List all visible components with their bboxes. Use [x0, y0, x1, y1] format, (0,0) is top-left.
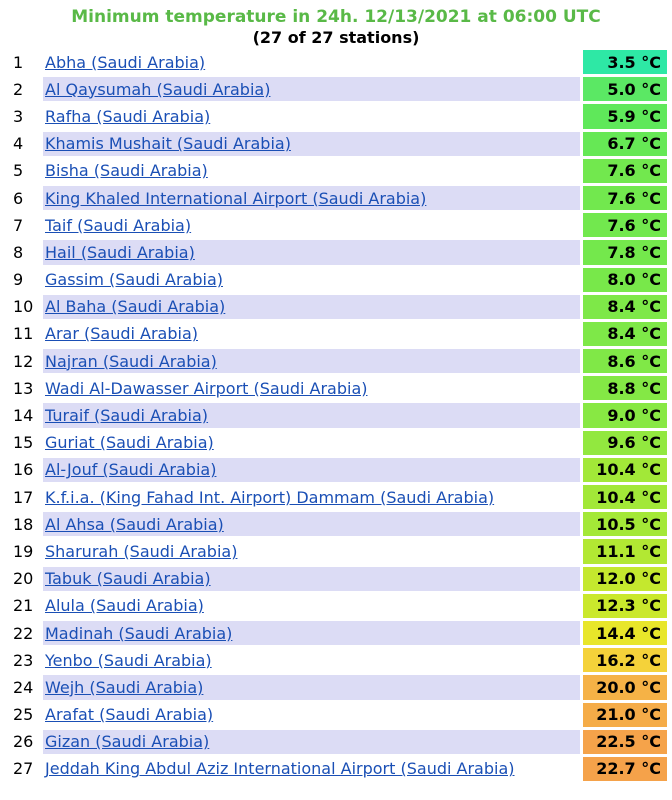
station-link[interactable]: Gassim (Saudi Arabia)	[45, 270, 223, 290]
rank-cell: 25	[9, 703, 43, 730]
table-row	[9, 567, 667, 594]
station-link[interactable]: Wadi Al-Dawasser Airport (Saudi Arabia)	[45, 378, 368, 398]
temperature-cell: 7.6 °C	[580, 213, 667, 240]
station-count: (27 of 27 stations)	[252, 28, 420, 47]
temperature-cell: 10.4 °C	[580, 458, 667, 485]
station-cell	[43, 295, 580, 322]
temperature-cell: 9.0 °C	[580, 403, 667, 430]
station-cell	[43, 539, 580, 566]
temperature-cell: 16.2 °C	[580, 648, 667, 675]
temperature-cell: 11.1 °C	[580, 539, 667, 566]
station-cell	[43, 703, 580, 730]
table-row	[9, 675, 667, 702]
table-row	[9, 349, 667, 376]
temperature-cell: 8.0 °C	[580, 268, 667, 295]
table-row	[9, 757, 667, 784]
station-link[interactable]: Turaif (Saudi Arabia)	[45, 406, 209, 426]
station-cell	[43, 621, 580, 648]
rank-cell: 12	[9, 349, 43, 376]
temperature-cell: 8.6 °C	[580, 349, 667, 376]
temperature-cell: 10.4 °C	[580, 485, 667, 512]
station-link[interactable]: Arafat (Saudi Arabia)	[45, 705, 214, 725]
station-cell	[43, 159, 580, 186]
station-cell	[43, 268, 580, 295]
temperature-cell: 7.6 °C	[580, 186, 667, 213]
station-cell	[43, 458, 580, 485]
rank-cell: 23	[9, 648, 43, 675]
temperature-cell: 3.5 °C	[580, 50, 667, 77]
table-row	[9, 213, 667, 240]
station-cell	[43, 648, 580, 675]
rank-cell: 22	[9, 621, 43, 648]
station-cell	[43, 77, 580, 104]
table-row	[9, 50, 667, 77]
station-cell	[43, 240, 580, 267]
station-cell	[43, 485, 580, 512]
station-link[interactable]: Taif (Saudi Arabia)	[45, 215, 192, 235]
rank-cell: 3	[9, 104, 43, 131]
temperature-cell: 14.4 °C	[580, 621, 667, 648]
rank-cell: 20	[9, 567, 43, 594]
temperature-cell: 22.7 °C	[580, 757, 667, 784]
rank-cell: 24	[9, 675, 43, 702]
station-cell	[43, 322, 580, 349]
station-link[interactable]: Jeddah King Abdul Aziz International Airport (Saudi Arabia)	[45, 759, 515, 779]
station-link[interactable]: Madinah (Saudi Arabia)	[45, 623, 233, 643]
station-cell	[43, 50, 580, 77]
station-link[interactable]: Bisha (Saudi Arabia)	[45, 161, 208, 181]
table-row	[9, 458, 667, 485]
table-row	[9, 159, 667, 186]
station-link[interactable]: K.f.i.a. (King Fahad Int. Airport) Dammam (Saudi Arabia)	[45, 487, 495, 507]
table-row	[9, 77, 667, 104]
table-row	[9, 730, 667, 757]
station-cell	[43, 431, 580, 458]
table-row	[9, 240, 667, 267]
temperature-cell: 20.0 °C	[580, 675, 667, 702]
temperature-table-body	[9, 50, 667, 784]
station-link[interactable]: Wejh (Saudi Arabia)	[45, 677, 204, 697]
temperature-cell: 9.6 °C	[580, 431, 667, 458]
station-link[interactable]: Al Ahsa (Saudi Arabia)	[45, 514, 224, 534]
rank-cell: 19	[9, 539, 43, 566]
table-row	[9, 621, 667, 648]
station-link[interactable]: Yenbo (Saudi Arabia)	[45, 650, 212, 670]
table-row	[9, 132, 667, 159]
station-cell	[43, 104, 580, 131]
rank-cell: 5	[9, 159, 43, 186]
rank-cell: 11	[9, 322, 43, 349]
station-cell	[43, 512, 580, 539]
table-row	[9, 104, 667, 131]
temperature-cell: 5.9 °C	[580, 104, 667, 131]
temperature-cell: 12.0 °C	[580, 567, 667, 594]
rank-cell: 10	[9, 295, 43, 322]
table-row	[9, 594, 667, 621]
station-link[interactable]: Gizan (Saudi Arabia)	[45, 732, 210, 752]
table-row	[9, 539, 667, 566]
station-cell	[43, 349, 580, 376]
temperature-cell: 8.8 °C	[580, 376, 667, 403]
station-link[interactable]: Al Qaysumah (Saudi Arabia)	[45, 79, 271, 99]
table-row	[9, 512, 667, 539]
station-cell	[43, 213, 580, 240]
rank-cell: 21	[9, 594, 43, 621]
station-link[interactable]: Alula (Saudi Arabia)	[45, 596, 204, 616]
station-link[interactable]: Guriat (Saudi Arabia)	[45, 433, 214, 453]
temperature-cell: 7.6 °C	[580, 159, 667, 186]
rank-cell: 18	[9, 512, 43, 539]
station-cell	[43, 132, 580, 159]
temperature-cell: 5.0 °C	[580, 77, 667, 104]
rank-cell: 15	[9, 431, 43, 458]
table-row	[9, 268, 667, 295]
table-row	[9, 376, 667, 403]
station-link[interactable]: Tabuk (Saudi Arabia)	[45, 569, 211, 589]
rank-cell: 26	[9, 730, 43, 757]
temperature-table	[9, 50, 667, 784]
table-row	[9, 431, 667, 458]
station-cell	[43, 186, 580, 213]
station-cell	[43, 757, 580, 784]
rank-cell: 4	[9, 132, 43, 159]
station-cell	[43, 567, 580, 594]
rank-cell: 6	[9, 186, 43, 213]
rank-cell: 17	[9, 485, 43, 512]
table-row	[9, 485, 667, 512]
rank-cell: 8	[9, 240, 43, 267]
temperature-cell: 8.4 °C	[580, 322, 667, 349]
temperature-cell: 6.7 °C	[580, 132, 667, 159]
rank-cell: 9	[9, 268, 43, 295]
temperature-cell: 8.4 °C	[580, 295, 667, 322]
station-link[interactable]: Arar (Saudi Arabia)	[45, 324, 198, 344]
table-row	[9, 295, 667, 322]
station-link[interactable]: King Khaled International Airport (Saudi Arabia)	[45, 188, 427, 208]
station-link[interactable]: Sharurah (Saudi Arabia)	[45, 541, 238, 561]
station-link[interactable]: Najran (Saudi Arabia)	[45, 351, 217, 371]
temperature-cell: 22.5 °C	[580, 730, 667, 757]
table-row	[9, 403, 667, 430]
table-row	[9, 703, 667, 730]
table-row	[9, 648, 667, 675]
station-cell	[43, 730, 580, 757]
temperature-cell: 7.8 °C	[580, 240, 667, 267]
rank-cell: 1	[9, 50, 43, 77]
temperature-cell: 10.5 °C	[580, 512, 667, 539]
station-link[interactable]: Rafha (Saudi Arabia)	[45, 106, 211, 126]
station-cell	[43, 675, 580, 702]
rank-cell: 7	[9, 213, 43, 240]
page-title: Minimum temperature in 24h. 12/13/2021 at 06:00 UTC	[71, 7, 601, 27]
rank-cell: 13	[9, 376, 43, 403]
page-header	[0, 0, 672, 48]
rank-cell: 2	[9, 77, 43, 104]
temperature-cell: 21.0 °C	[580, 703, 667, 730]
station-cell	[43, 376, 580, 403]
station-link[interactable]: Al Baha (Saudi Arabia)	[45, 297, 226, 317]
station-link[interactable]: Khamis Mushait (Saudi Arabia)	[45, 134, 291, 154]
table-row	[9, 186, 667, 213]
station-link[interactable]: Abha (Saudi Arabia)	[45, 52, 206, 72]
temperature-cell: 12.3 °C	[580, 594, 667, 621]
rank-cell: 16	[9, 458, 43, 485]
station-cell	[43, 403, 580, 430]
station-link[interactable]: Hail (Saudi Arabia)	[45, 242, 195, 262]
station-cell	[43, 594, 580, 621]
rank-cell: 14	[9, 403, 43, 430]
rank-cell: 27	[9, 757, 43, 784]
station-link[interactable]: Al-Jouf (Saudi Arabia)	[45, 460, 217, 480]
table-row	[9, 322, 667, 349]
